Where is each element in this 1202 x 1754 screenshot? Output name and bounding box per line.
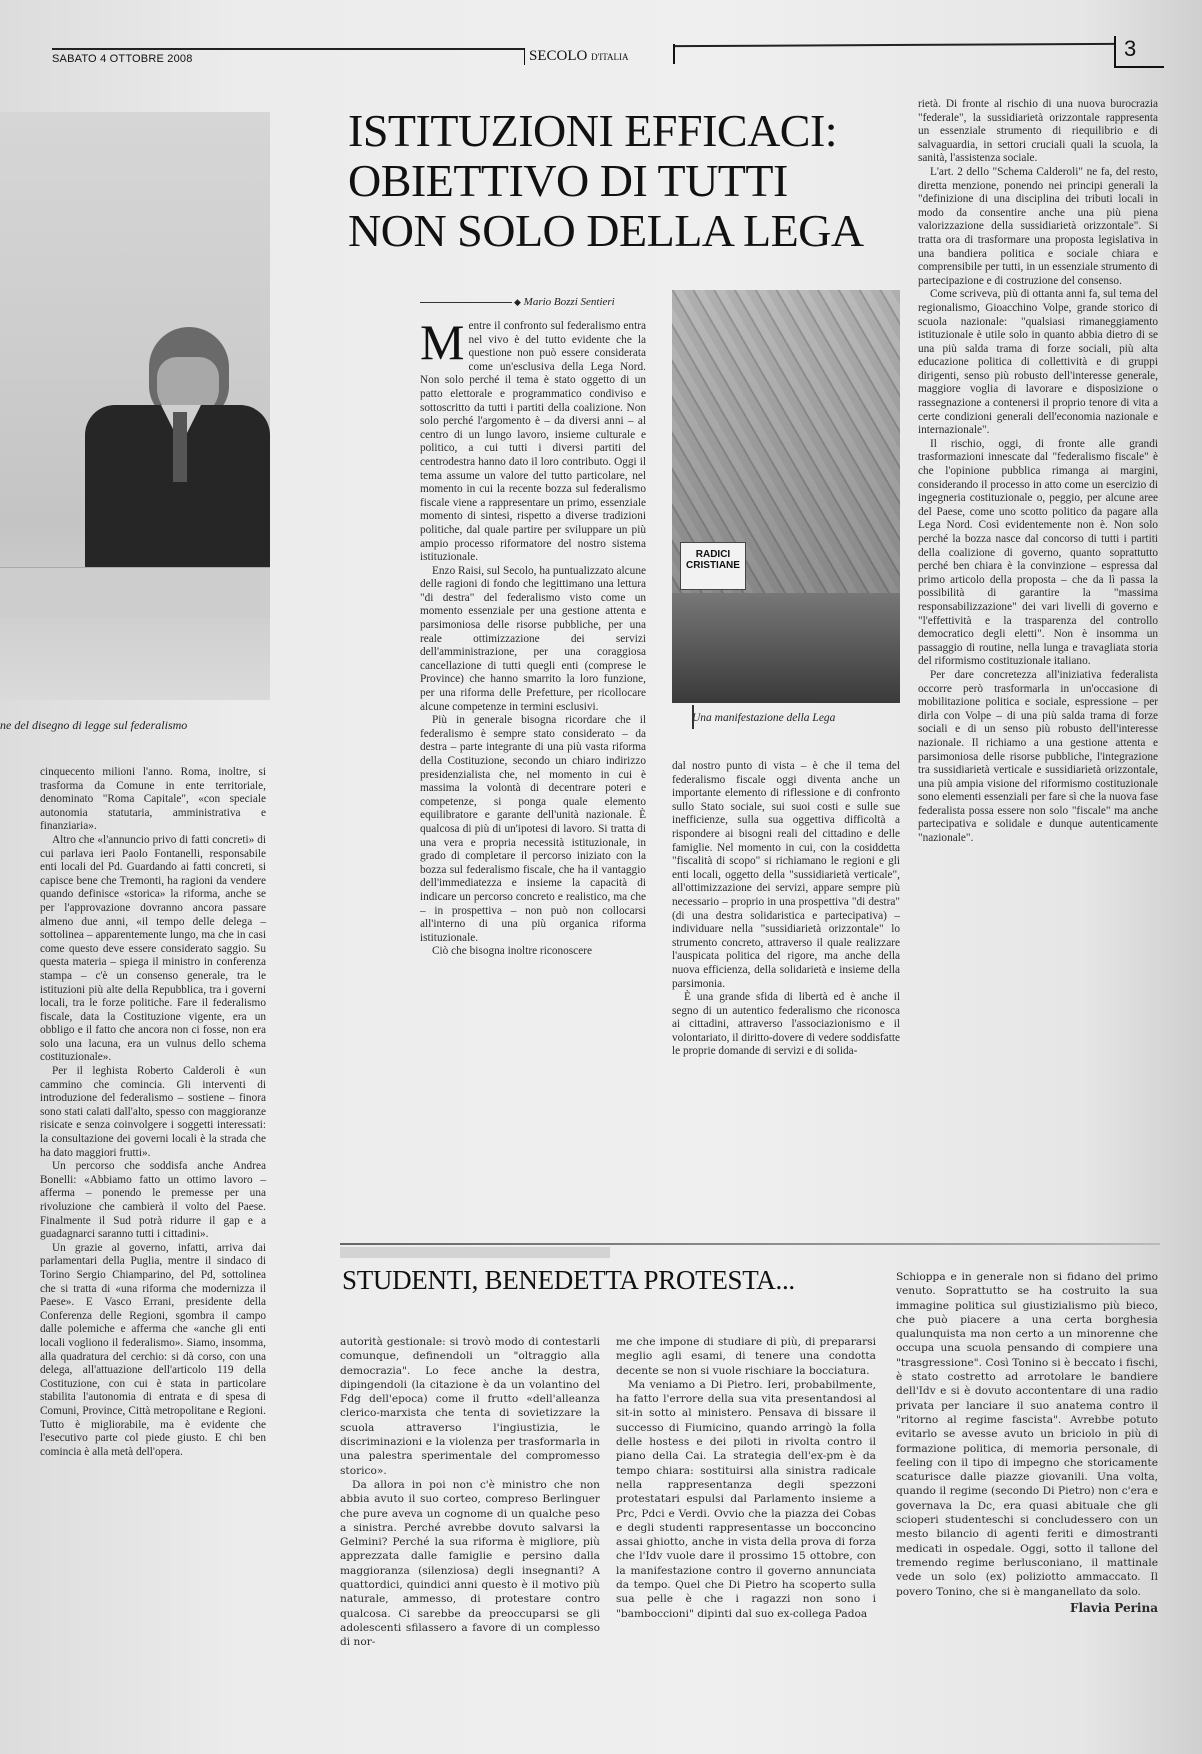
article2-column-2 bbox=[616, 1335, 876, 1621]
article-paragraph: Più in generale bisogna ricordare che il federalismo è sempre stato considerato – da destra – parte integrante di una più vasta riforma della Costituzione, secondo un chiaro indirizzo presidenzialista che, nel momento in cui è massima la volontà di decentrare poteri e competenze, si ponga quale elemento equilibratore e garante dell'unità nazionale. È qualcosa di più di un'ipotesi di lavoro. Si tratta di una vera e propria necessità istituzionale, in grado di completare il percorso iniziato con la bozza sul federalismo fiscale, che ha il vantaggio dell'immediatezza e insieme la capacità di indicare un percorso concreto e realistico, ma che – in prospettiva – non può non collocarsi all'interno di una più organica riforma istituzionale. bbox=[420, 714, 646, 944]
masthead-rule-left bbox=[52, 48, 524, 50]
photo-caption-left: ne del disegno di legge sul federalismo bbox=[0, 718, 188, 732]
dropcap-m: M bbox=[420, 314, 465, 370]
photo-lega-demonstration bbox=[672, 290, 900, 703]
headline-line-3: NON SOLO DELLA LEGA bbox=[348, 205, 864, 256]
article-paragraph: me che impone di studiare di più, di prepararsi meglio agli esami, di tenere una condotta decente se non si vuole rischiare la bocciatura. bbox=[616, 1336, 876, 1377]
headline-line-1: ISTITUZIONI EFFICACI: bbox=[348, 105, 838, 156]
article-paragraph: dal nostro punto di vista – è che il tema del federalismo fiscale oggi diventa anche un importante elemento di riflessione e di confronto sullo Stato sociale, sui suoi costi e sulle sue inefficienze, sulla sua oggettiva difficoltà a rispondere ai bisogni reali del cittadino e delle famiglie. Nel momento in cui, con la cosiddetta "fiscalità di scopo" si richiamano le regioni e gli enti locali, oggetto della "sussidiarietà verticale", all'ottimizzazione dei servizi, appare sempre più necessario – proprio in una prospettiva "di destra" (di una destra solidaristica e partecipativa) – individuare nella "sussidiarietà orizzontale" lo strumento concreto, attraverso il quale realizzare l'auspicata politica del rigore, ma anche della nuova efficienza, della solidarietà e insieme della parsimonia. bbox=[672, 760, 900, 990]
article-paragraph: Ma veniamo a Di Pietro. Ieri, probabilmente, ha fatto l'errore della sua vita presentandosi al sit-in sotto al ministero. Pensava di bissare il successo di Fiumicino, quando arringò la folla delle hostess e dei piloti in rivolta contro il piano della Cai. La strategia dell'ex-pm è da tempo chiara: sostituirsi alla sinistra radicale nella rappresentanza degli spezzoni protestatari espulsi dal Parlamento insieme a Prc, Pdci e Verdi. Ovvio che la piazza dei Cobas e degli studenti rappresentasse un bocconcino assai ghiotto, anche in vista della prova di forza che l'Idv vuole dare il prossimo 15 ottobre, con la manifestazione contro il governo annunciata da tempo. Quel che Di Pietro ha scoperto sulla sua pelle è che i ragazzi non sono i "bamboccioni" dipinti dal suo ex-collega Padoa bbox=[616, 1378, 876, 1620]
photo-desk bbox=[0, 567, 270, 618]
photo-politician bbox=[0, 112, 270, 700]
article2-column-1 bbox=[340, 1335, 600, 1650]
article-paragraph: Un grazie al governo, infatti, arriva dai parlamentari della Puglia, mentre il sindaco di Torino Sergio Chiamparino, del Pd, sottolinea che si tratta di «una riforma che modernizza il Paese». E Vasco Errani, presidente della Conferenza delle Regioni, sgombra il campo dalle polemiche e afferma che «anche gli enti locali vogliono il federalismo». Siamo, insomma, alla quadratura del cerchio: si dà corso, con una delega, all'attuazione dell'articolo 119 della Costituzione, con cui è stata in particolare stabilita l'autonomia di entrata e di spesa di Comuni, Province, Città metropolitane e Regioni. Tutto è migliorabile, ma è evidente che l'esecutivo parte col piede giusto. E chi ben comincia è alla metà dell'opera. bbox=[40, 1241, 266, 1458]
article-paragraph: È una grande sfida di libertà ed è anche il segno di un autentico federalismo che riconosca ai cittadini, attraverso l'associazionismo e il volontariato, il diritto-dovere di vedere soddisfatte le proprie domande di servizi e di solida- bbox=[672, 991, 900, 1058]
article-paragraph bbox=[420, 314, 646, 565]
photo-sign: RADICI CRISTIANE bbox=[680, 542, 746, 590]
article-paragraph: autorità gestionale: si trovò modo di contestarli comunque, definendoli un "oltraggio alla democrazia". Lo fece anche la destra, dipingendoli (la citazione è da un volantino del Fdg dell'epoca) come il frutto «dell'alleanza clerico-marxista che tenta di sovietizzare la scuola attraverso l'ingiustizia, le discriminazioni e la violenza per trasformarla in una palestra sperimentale del compromesso storico». bbox=[340, 1336, 600, 1477]
headline-line-2: OBIETTIVO DI TUTTI bbox=[348, 155, 788, 206]
photo-crowd bbox=[672, 593, 900, 703]
article-paragraph: Il rischio, oggi, di fronte alle grandi trasformazioni innescate dal "federalismo fiscale" è che l'opinione pubblica rimanga ai margini, considerando il processo in atto come un esercizio di ingegneria costituzionale o, peggio, per alcune aree del Paese, come uno scotto politico da pagare alla Lega Nord. Così evidentemente non è. Non solo perché la bozza nasce dal concorso di tutti i partiti della coalizione di governo, quanto soprattutto perché ben chiara è la convinzione – espressa dal primo articolo della proposta – che da lì passa la possibilità di garantire la "massima responsabilizzazione" dei vari livelli di governo e "l'effettività e la trasparenza del controllo democratico degli eletti". Non è insomma un passaggio di routine, nella lunga e travagliata storia del riformismo costituzionale italiano. bbox=[918, 437, 1158, 668]
byline-author: Mario Bozzi Sentieri bbox=[523, 296, 615, 308]
article2-column-3 bbox=[896, 1270, 1158, 1615]
masthead-rule-right bbox=[675, 43, 1115, 47]
article2-headline: STUDENTI, BENEDETTA PROTESTA... bbox=[342, 1265, 795, 1295]
paragraph-text: entre il confronto sul federalismo entra nel vivo è del tutto evidente che la questione non può essere considerata come un'esclusiva della Lega Nord. Non solo perché il tema è stato oggetto di un patto elettorale e programmatico condiviso e sottoscritto da tutti i partiti della coalizione. Non solo perché l'argomento è – da diversi anni – al centro di un lungo lavoro, insieme culturale e politico, a cui tutti i diversi partiti del centrodestra hanno dato il loro contributo. Oggi il tema assume un valore del tutto particolare, nel momento in cui la recente bozza sul federalismo fiscale viene a rappresentare un primo, essenziale momento di sintesi, rispetto a diverse tradizioni politiche, dal quale partire per sviluppare un più ampio processo riformatore del nostro sistema istituzionale. bbox=[420, 320, 646, 564]
article-paragraph: L'art. 2 dello "Schema Calderoli" ne fa, del resto, diretta menzione, ponendo nei principi generali la "definizione di una disciplina dei tributi locali in modo da consentire anche una più piena valorizzazione della sussidiarietà orizzontale". Si tratta ora di trasformare una proposta legislativa in una bandiera politica e sociale chiara e comprensibile per tutti, in un essenziale strumento di partecipazione e di costruzione del consenso. bbox=[918, 165, 1158, 287]
page-number: 3 bbox=[1114, 36, 1164, 68]
left-column-text bbox=[40, 766, 266, 1459]
section-rule bbox=[340, 1243, 1160, 1245]
article-headline bbox=[348, 106, 864, 256]
article1-column-3 bbox=[918, 98, 1158, 846]
article1-column-1 bbox=[420, 314, 646, 959]
article1-column-2 bbox=[672, 760, 900, 1059]
article-paragraph: Altro che «l'annuncio privo di fatti concreti» di cui parlava ieri Paolo Fontanelli, responsabile enti locali del Pd. Guardando ai fatti concreti, si capisce bene che Tremonti, ha ragioni da vendere quando definisce «storica» la riforma, anche se per l'approvazione dovranno ancora passare almeno due anni, «il tempo delle delega – sottolinea – apparentemente lungo, ma che in casi come questo deve essere considerato saggio. Su questa materia – spiega il ministro in conferenza stampa – c'è un consenso generale, tra le istituzioni più alte della Repubblica, tra i governi locali, tra le forze politiche. Fare il federalismo fiscale, data la Costituzione vigente, era un obbligo e il fatto che ancora non ci fosse, non era solo una lacuna, era un vulnus dello schema costituzionale». bbox=[40, 833, 266, 1064]
article-paragraph: Come scriveva, più di ottanta anni fa, sul tema del regionalismo, Gioacchino Volpe, grande storico di scuola nazionale: "qualsiasi rimaneggiamento istituzionale è utile solo in quanto abbia dietro di se una più salda trama di forze sociali, più alta educazione politica di collettività e di gruppi dirigenti, senso più robusto dell'interesse generale, maggiore voglia di lavorare e disposizione o rassegnazione a contenersi il proprio tenore di vita a certe condizioni generali dell'economia nazionale e internazionale". bbox=[918, 288, 1158, 437]
author-signature: Flavia Perina bbox=[1069, 1600, 1158, 1615]
photo-tie bbox=[173, 412, 187, 482]
article-paragraph: Ciò che bisogna inoltre riconoscere bbox=[432, 945, 592, 958]
article-paragraph: Per dare concretezza all'iniziativa federalista occorre però trasformarla in un'occasione di mobilitazione politica e sociale, espressione – per dirla con Volpe – di una più salda trama di forze sociali e di un senso più robusto dell'interesse nazionale. Il richiamo a una gestione attenta e parsimoniosa delle risorse pubbliche, l'integrazione tra sussidiarietà verticale e sussidiarietà orizzontale, una più ampia visione del riformismo costituzionale sono elementi essenziali per fare sì che la nuova fase federalista possa essere non solo "fiscale" ma anche partecipativa e solidale e dunque autenticamente "nazionale". bbox=[918, 668, 1158, 845]
diamond-icon: ◆ bbox=[514, 297, 521, 307]
section-kicker bbox=[340, 1247, 610, 1258]
masthead-title-small: D'ITALIA bbox=[591, 52, 629, 62]
photo-caption-right: Una manifestazione della Lega bbox=[692, 712, 836, 724]
article-paragraph: Da allora in poi non c'è ministro che non abbia avuto il suo corteo, compreso Berlinguer che pure aveva un cognome di un qualche peso a sinistra. Perché avrebbe dovuto salvarsi la Gelmini? Perché la sua riforma è migliore, più apprezzata dalle famiglie e persino dalla maggioranza (silenziosa) degli insegnanti? A quattordici, quindici anni questo è il motivo più naturale, ammesso, di protestare contro qualcosa. Ci sarebbe da preoccuparsi se gli adolescenti sfilassero a favore di un complesso di nor- bbox=[340, 1478, 600, 1649]
byline-rule bbox=[420, 302, 512, 303]
article-paragraph: Schioppa e in generale non si fidano del primo venuto. Soprattutto se ha costruito la sua immagine politica sul giustizialismo più bieco, che può piacere a una certa borghesia qualunquista ma non certo a un minorenne che occupa una scuola pensando di compiere una "trasgressione". Così Tonino si è beccato i fischi, è stato costretto ad arrotolare le bandiere dell'Idv e si è dovuto accontentare di una radio privata per lanciare il suo anatema contro il "ritorno al regime fascista". Avrebbe potuto evitarlo se avesse avuto un briciolo in più di formazione politica, di memoria personale, di feeling con il tipo di impegno che storicamente scaturisce dalle piazze giovanili. Una volta, quando il regime (secondo Di Pietro) non c'era e governava la Dc, era quasi abituale che gli scioperi studenteschi si concludessero con un mesto bilancio di agenti feriti e dimostranti medicati in ospedale. Oggi, sotto il tallone del tremendo regime berlusconiano, il mattinale vede un solo (ex) poliziotto ammaccato. Il povero Tonino, che si è manganellato da solo. bbox=[896, 1271, 1158, 1598]
article-paragraph: Per il leghista Roberto Calderoli è «un cammino che comincia. Gli interventi di introduzione del federalismo – sostiene – finora sono stati calati dall'alto, spesso con maggioranze risicate e senza coinvolgere i soggetti interessati: la consultazione dei governi locali è la strada che ha dato maggiori frutti». bbox=[40, 1065, 266, 1159]
masthead-divider bbox=[673, 44, 675, 64]
photo-person bbox=[85, 327, 270, 567]
article-paragraph: Un percorso che soddisfa anche Andrea Bonelli: «Abbiamo fatto un ottimo lavoro – afferma – ponendo le premesse per una rivoluzione che cambierà il volto del Paese. Finalmente il Sud potrà ridurre il gap e a guadagnarci saranno tutti i cittadini». bbox=[40, 1160, 266, 1241]
article-paragraph: cinquecento milioni l'anno. Roma, inoltre, si trasforma da Comune in ente territoriale, denominato "Roma Capitale", «con speciale autonomia statutaria, amministrativa e finanziaria». bbox=[40, 766, 266, 833]
byline bbox=[514, 296, 615, 308]
masthead-date: SABATO 4 OTTOBRE 2008 bbox=[52, 53, 193, 65]
masthead-title-main: SECOLO bbox=[529, 48, 588, 64]
masthead-title bbox=[524, 48, 628, 65]
article-paragraph: Enzo Raisi, sul Secolo, ha puntualizzato alcune delle ragioni di fondo che legittimano una lettura "di destra" del federalismo visto come un momento essenziale per una gestione attenta e parsimoniosa delle risorse pubbliche, per una reale ottimizzazione dei servizi dell'amministrazione, per una coraggiosa cancellazione di tutti quegli enti (comprese le Province) che hanno smarrito la loro funzione, per una riforma delle Prefetture, per ricollocare alcune competenze in termini esclusivi. bbox=[420, 564, 646, 713]
article-paragraph: rietà. Di fronte al rischio di una nuova burocrazia "federale", la sussidiarietà orizzontale rappresenta un essenziale strumento di riequilibrio e di salvaguardia, in settori cruciali quali la scuola, la sanità, l'assistenza sociale. bbox=[918, 98, 1158, 165]
